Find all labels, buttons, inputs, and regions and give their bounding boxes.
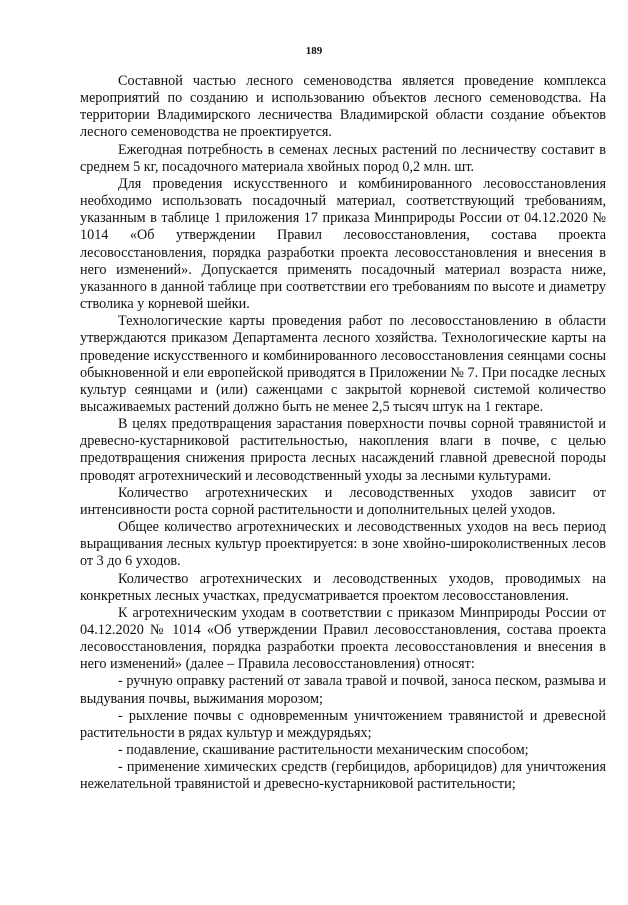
page-body xyxy=(80,73,606,794)
paragraph-overgrowth-prevention: В целях предотвращения зарастания поверхности почвы сорной травянистой и древесно-кустарниковой растительностью, накопления влаги в почве, с целью предотвращения снижения прироста лесных насаждений главной древесной породы проводят агротехнический и лесоводственный уходы за лесными культурами. xyxy=(80,416,606,484)
paragraph-care-by-project: Количество агротехнических и лесоводственных уходов, проводимых на конкретных лесных участках, предусматривается проектом лесовосстановления. xyxy=(80,570,606,604)
list-item-soil-loosening: - рыхление почвы с одновременным уничтожением травянистой и древесной растительности в рядах культур и междурядьях; xyxy=(80,707,606,741)
paragraph-seed-production: Составной частью лесного семеноводства является проведение комплекса мероприятий по созданию и использованию объектов лесного семеноводства. На территории Владимирского лесничества Владимирской области создание объектов лесного семеноводства не проектируется. xyxy=(80,73,606,141)
paragraph-agrotechnical-care-intro: К агротехническим уходам в соответствии с приказом Минприроды России от 04.12.2020 № 1014 «Об утверждении Правил лесовосстановления, состава проекта лесовосстановления, порядка разработки проекта лесовосстановления и внесения в него изменений» (далее – Правила лесовосстановления) относят: xyxy=(80,604,606,673)
paragraph-care-count-dependency: Количество агротехнических и лесоводственных уходов зависит от интенсивности роста сорной растительности и дополнительных целей уходов. xyxy=(80,484,606,518)
list-item-mechanical-mowing: - подавление, скашивание растительности механическим способом; xyxy=(118,742,529,759)
page-number: 189 xyxy=(305,45,323,57)
paragraph-planting-material: Для проведения искусственного и комбинированного лесовосстановления необходимо использовать посадочный материал, соответствующий требованиям, указанным в таблице 1 приложения 17 приказа Минприроды России от 04.12.2020 № 1014 «Об утверждении Правил лесовосстановления, состава проекта лесовосстановления, порядка разработки проекта лесовосстановления и внесения в него изменений». Допускается применять посадочный материал возраста ниже, указанного в данной таблице при соответствии его требованиям по высоте и диаметру стволика у корневой шейки. xyxy=(80,175,606,313)
paragraph-annual-need: Ежегодная потребность в семенах лесных растений по лесничеству составит в среднем 5 кг, посадочного материала хвойных пород 0,2 млн. шт. xyxy=(80,141,606,175)
list-item-chemical-treatment: - применение химических средств (гербицидов, арборицидов) для уничтожения нежелательной травянистой и древесно-кустарниковой растительности; xyxy=(80,759,606,793)
list-item-manual-straightening: - ручную оправку растений от завала травой и почвой, заноса песком, размыва и выдувания почвы, выжимания морозом; xyxy=(80,673,606,707)
paragraph-total-care-count: Общее количество агротехнических и лесоводственных уходов на весь период выращивания лесных культур проектируется: в зоне хвойно-широколиственных лесов от 3 до 6 уходов. xyxy=(80,519,606,570)
paragraph-technology-maps: Технологические карты проведения работ по лесовосстановлению в области утверждаются приказом Департамента лесного хозяйства. Технологические карты на проведение искусственного и комбинированного лесовосстановления сеянцами сосны обыкновенной и ели европейской приводятся в Приложении № 7. При посадке лесных культур сеянцами и (или) саженцами с закрытой корневой системой количество высаживаемых растений должно быть не менее 2,5 тысяч штук на 1 гектаре. xyxy=(80,313,606,415)
